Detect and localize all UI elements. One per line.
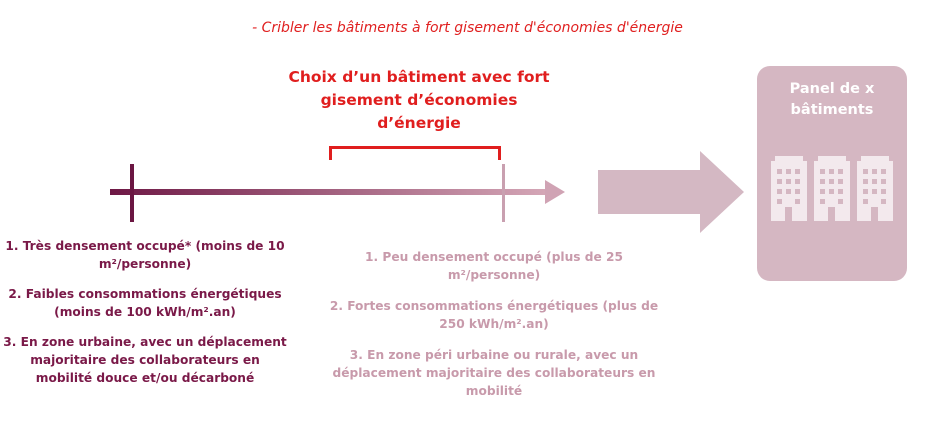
high-potential-criteria	[318, 248, 670, 398]
left-criterion-3: 3. En zone urbaine, avec un déplacement majoritaire des collaborateurs en mobilité douce et/ou décarboné	[3, 335, 287, 385]
building-panel	[757, 66, 907, 281]
big-arrow	[598, 151, 744, 233]
right-criterion-1: 1. Peu densement occupé (plus de 25 m²/personne)	[365, 250, 623, 282]
buildings-illustration	[757, 66, 907, 281]
scale-arrowhead	[545, 180, 565, 204]
subtitle: - Cribler les bâtiments à fort gisement d'économies d'énergie	[252, 20, 683, 36]
choice-title: Choix d’un bâtiment avec fort gisement d’économies d’énergie	[288, 68, 550, 132]
right-criterion-2: 2. Fortes consommations énergétiques (plus de 250 kWh/m².an)	[329, 299, 659, 331]
left-criterion-2: 2. Faibles consommations énergétiques (moins de 100 kWh/m².an)	[8, 287, 282, 319]
left-criterion-1: 1. Très densement occupé* (moins de 10 m²/personne)	[5, 239, 285, 271]
building-icon	[771, 156, 807, 221]
scale-tick-right	[502, 164, 505, 222]
scale-line	[110, 189, 546, 195]
building-icon	[857, 156, 893, 221]
scale-tick-left	[130, 164, 134, 222]
building-icon	[814, 156, 850, 221]
low-potential-criteria	[0, 237, 290, 399]
right-criterion-3: 3. En zone péri urbaine ou rurale, avec un déplacement majoritaire des collaborateurs en mobilité	[332, 348, 656, 398]
panel-title: Panel de x bâtiments	[789, 81, 875, 118]
